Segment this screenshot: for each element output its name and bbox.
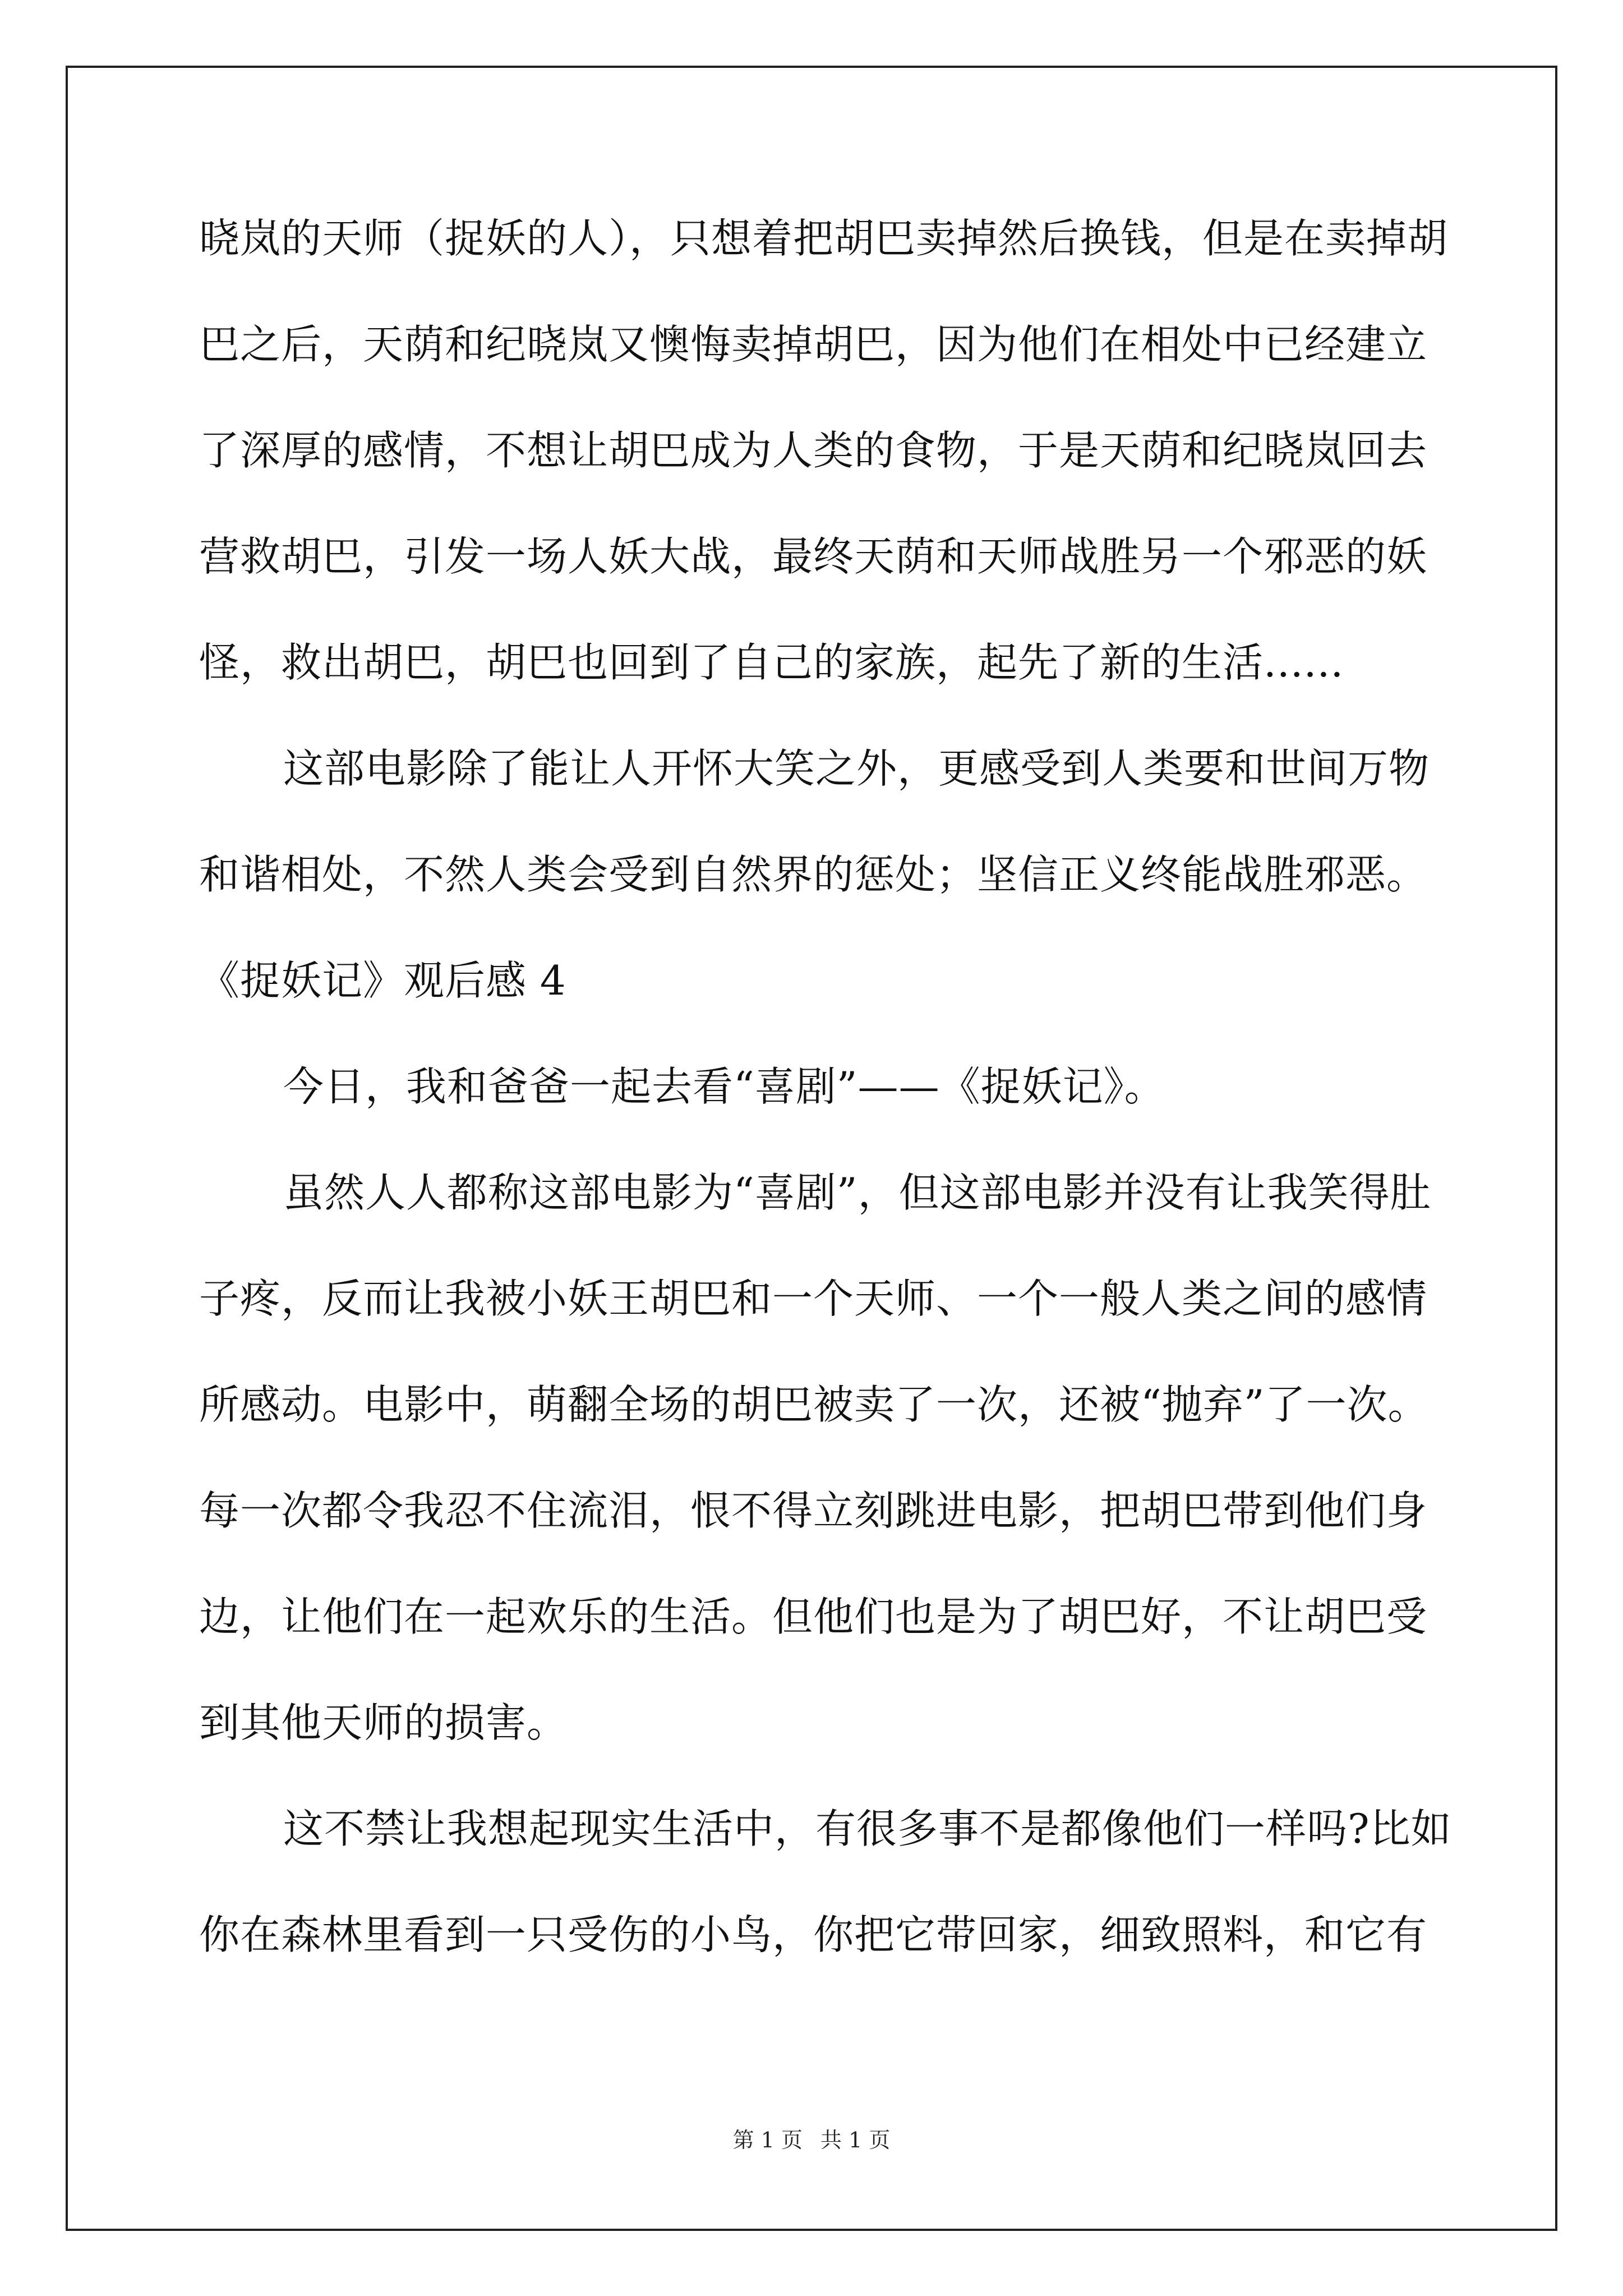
text-line: 边，让他们在一起欢乐的生活。但他们也是为了胡巴好，不让胡巴受 xyxy=(199,1593,1428,1640)
text-line: 子疼，反而让我被小妖王胡巴和一个天师、一个一般人类之间的感情 xyxy=(199,1275,1428,1322)
section-title: 《捉妖记》观后感 4 xyxy=(199,957,566,1004)
text-line: 每一次都令我忍不住流泪，恨不得立刻跳进电影，把胡巴带到他们身 xyxy=(199,1487,1428,1534)
text-line: 到其他天师的损害。 xyxy=(199,1699,568,1746)
text-line: 和谐相处，不然人类会受到自然界的惩处；坚信正义终能战胜邪恶。 xyxy=(199,851,1428,898)
paragraph-start-line: 今日，我和爸爸一起去看“喜剧”——《捉妖记》。 xyxy=(283,1063,1165,1110)
text-line: 巴之后，天荫和纪晓岚又懊悔卖掉胡巴，因为他们在相处中已经建立 xyxy=(199,321,1428,368)
page-total: 共 1 页 xyxy=(820,2128,891,2152)
page-number: 第 1 页 xyxy=(732,2128,803,2152)
text-line: 晓岚的天师（捉妖的人），只想着把胡巴卖掉然后换钱，但是在卖掉胡 xyxy=(199,215,1449,262)
paragraph-start-line: 虽然人人都称这部电影为“喜剧”，但这部电影并没有让我笑得肚 xyxy=(283,1169,1431,1216)
text-line: 所感动。电影中，萌翻全场的胡巴被卖了一次，还被“抛弃”了一次。 xyxy=(199,1381,1429,1428)
text-line: 了深厚的感情，不想让胡巴成为人类的食物，于是天荫和纪晓岚回去 xyxy=(199,427,1428,474)
text-line: 你在森林里看到一只受伤的小鸟，你把它带回家，细致照料，和它有 xyxy=(199,1911,1428,1958)
text-line: 怪，救出胡巴，胡巴也回到了自己的家族，起先了新的生活...... xyxy=(199,639,1344,686)
page-footer xyxy=(0,2126,1623,2154)
paragraph-start-line: 这不禁让我想起现实生活中，有很多事不是都像他们一样吗?比如 xyxy=(283,1805,1452,1852)
paragraph-start-line: 这部电影除了能让人开怀大笑之外，更感受到人类要和世间万物 xyxy=(283,745,1430,792)
text-line: 营救胡巴，引发一场人妖大战，最终天荫和天师战胜另一个邪恶的妖 xyxy=(199,533,1428,580)
